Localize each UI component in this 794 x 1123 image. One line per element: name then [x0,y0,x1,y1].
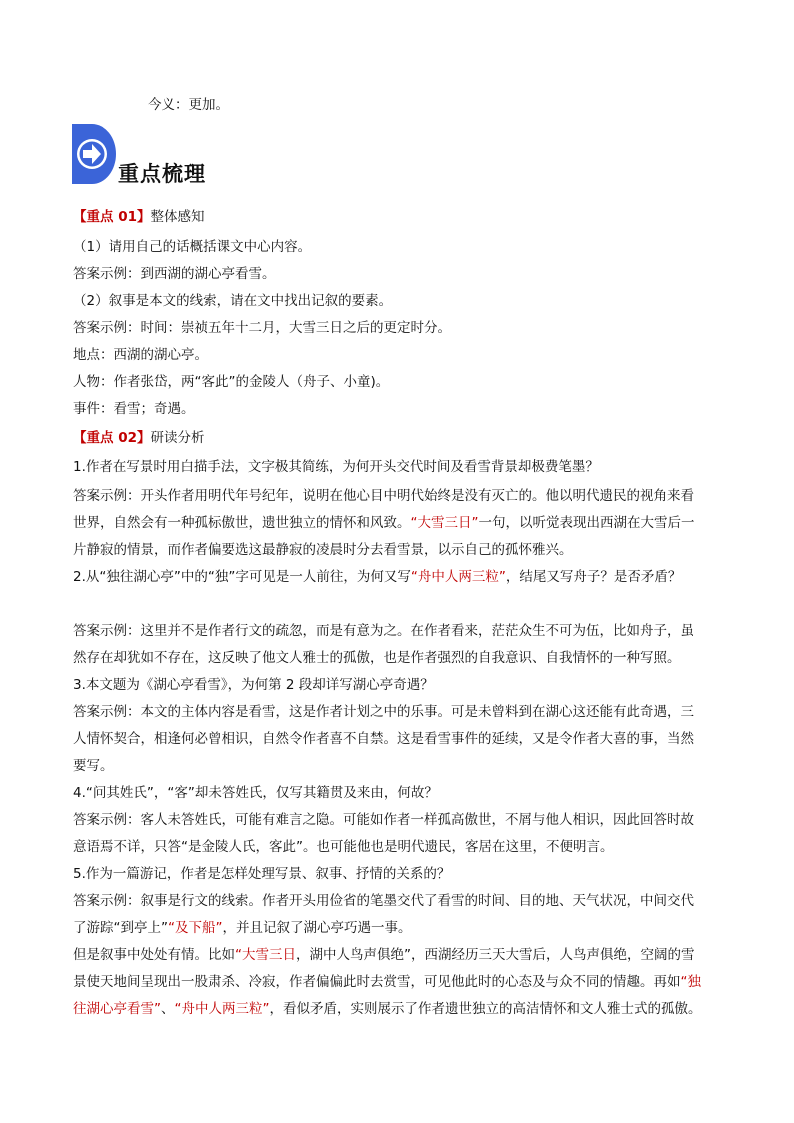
quote-highlight: “大雪三日 [235,947,296,963]
key-point-01-heading [73,208,733,226]
text-span: 但是叙事中处处有情。比如 [73,947,235,963]
answer-line: 要写。 [73,758,114,774]
answer-line: 片静寂的情景，而作者偏要选这最静寂的凌晨时分去看雪景，以示自己的孤怀雅兴。 [73,542,573,558]
answer-line [73,919,733,937]
answer-line: 事件：看雪；奇遇。 [73,401,195,417]
text-span: 2.从“独往湖心亭”中的“独”字可见是一人前往，为何又写 [73,569,411,585]
question-line: 3.本文题为《湖心亭看雪》，为何第 2 段却详写湖心亭奇遇？ [73,677,434,693]
answer-line: 人情怀契合，相逢何必曾相识，自然令作者喜不自禁。这是看雪事件的延续，又是令作者大喜的事，当然 [73,731,694,747]
key-point-tag: 【重点 01】 [73,209,151,225]
section-heading [70,122,370,186]
question-line [73,568,733,586]
text-span: 景使天地间呈现出一股肃杀、冷寂，作者偏偏此时去赏雪，可见他此时的心态及与众不同的情趣。再如 [73,974,681,990]
answer-line: 答案示例：叙事是行文的线索。作者开头用俭省的笔墨交代了看雪的时间、目的地、天气状况，中间交代 [73,893,694,909]
text-span: 一句，以听觉表现出西湖在大雪后一 [478,515,695,531]
answer-line: 答案示例：时间：崇祯五年十二月，大雪三日之后的更定时分。 [73,320,451,336]
key-point-title: 研读分析 [150,430,205,446]
section-title: 重点梳理 [118,161,206,186]
quote-highlight: “独 [680,974,701,990]
answer-line [73,514,733,532]
text-span: 、 [161,1001,175,1017]
meaning-line: 今义：更加。 [148,97,229,113]
answer-line [73,946,733,964]
answer-line: 答案示例：到西湖的湖心亭看雪。 [73,266,276,282]
answer-line: 答案示例：开头作者用明代年号纪年，说明在他心目中明代始终是没有灭亡的。他以明代遗民的视角来看 [73,488,694,504]
text-span: 了游踪“到亭上” [73,920,168,936]
answer-line: 答案示例：客人未答姓氏，可能有难言之隐。可能如作者一样孤高傲世，不屑与他人相识，因此回答时故 [73,812,694,828]
question-line: （1）请用自己的话概括课文中心内容。 [73,239,312,255]
quote-highlight: 往湖心亭看雪” [73,1001,161,1017]
text-span: ，结尾又写舟子？是否矛盾？ [505,569,682,585]
text-span: ，湖中人鸟声俱绝”，西湖经历三天大雪后，人鸟声俱绝，空阔的雪 [296,947,695,963]
answer-line: 人物：作者张岱，两“客此”的金陵人（舟子、小童)。 [73,374,390,390]
answer-line: 地点：西湖的湖心亭。 [73,347,208,363]
key-point-tag: 【重点 02】 [73,430,151,446]
text-span: 世界，自然会有一种孤标傲世，遗世独立的情怀和风致。 [73,515,411,531]
quote-highlight: “大雪三日” [410,515,479,531]
key-point-title: 整体感知 [150,209,205,225]
answer-line: 答案示例：这里并不是作者行文的疏忽，而是有意为之。在作者看来，茫茫众生不可为伍，比如舟子，虽 [73,623,694,639]
answer-line: 答案示例：本文的主体内容是看雪，这是作者计划之中的乐事。可是未曾料到在湖心这还能有此奇遇，三 [73,704,694,720]
question-line: 1.作者在写景时用白描手法，文字极其简练，为何开头交代时间及看雪背景却极费笔墨？ [73,459,599,475]
answer-line: 然存在却犹如不存在，这反映了他文人雅士的孤傲，也是作者强烈的自我意识、自我情怀的一种写照。 [73,650,681,666]
text-span: ，并且记叙了湖心亭巧遇一事。 [222,920,412,936]
question-line: 4.“问其姓氏”，“客”却未答姓氏，仅写其籍贯及来由，何故？ [73,785,438,801]
question-line: （2）叙事是本文的线索，请在文中找出记叙的要素。 [73,293,393,309]
question-line: 5.作为一篇游记，作者是怎样处理写景、叙事、抒情的关系的？ [73,866,451,882]
answer-line: 意语焉不详，只答“是金陵人氏，客此”。也可能他也是明代遗民，客居在这里，不便明言。 [73,839,614,855]
arrow-right-circle-icon [70,122,118,186]
key-point-02-heading [73,429,733,447]
quote-highlight: “舟中人两三粒” [174,1001,270,1017]
quote-highlight: “舟中人两三粒” [410,569,506,585]
answer-line [73,973,733,991]
quote-highlight: “及下船” [168,920,223,936]
text-span: ，看似矛盾，实则展示了作者遗世独立的高洁情怀和文人雅士式的孤傲。 [269,1001,702,1017]
answer-line [73,1000,733,1018]
